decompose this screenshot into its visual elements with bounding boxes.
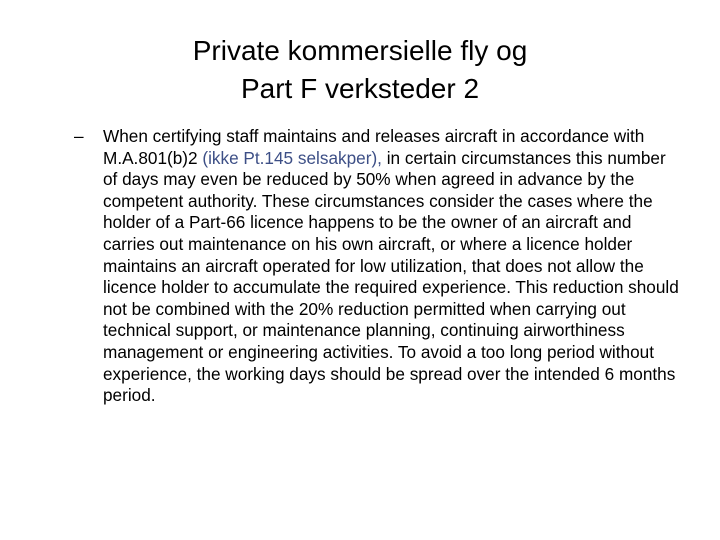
bullet-text-highlight: (ikke Pt.145 selsakper), — [202, 147, 382, 168]
bullet-item — [74, 126, 684, 407]
bullet-text-after: in certain circumstances this number of days may even be reduced by 50% when agreed in advance by the competent authority. These circumstances consider the cases where the holder of a Part-66 licence happens to be the owner of an aircraft and carries out maintenance on his own aircraft, or where a licence holder maintains an aircraft operated for low utilization, that does not allow the licence holder to accumulate the required experience. This reduction should not be combined with the 20% reduction permitted when carrying out technical support, or maintenance planning, continuing airworthiness management or engineering activities. To avoid a too long period without experience, the working days should be spread over the intended 6 months period. — [103, 147, 679, 406]
bullet-text-before: When certifying staff maintains and releases aircraft in accordance with M.A.801(b)2 — [103, 126, 645, 168]
slide-title-line-2: Part F verksteder 2 — [240, 73, 480, 104]
slide-body — [74, 126, 684, 407]
slide-title-line-1: Private kommersielle fly og — [192, 35, 528, 66]
slide-title — [0, 32, 720, 108]
bullet-dash-marker: – — [74, 126, 84, 146]
